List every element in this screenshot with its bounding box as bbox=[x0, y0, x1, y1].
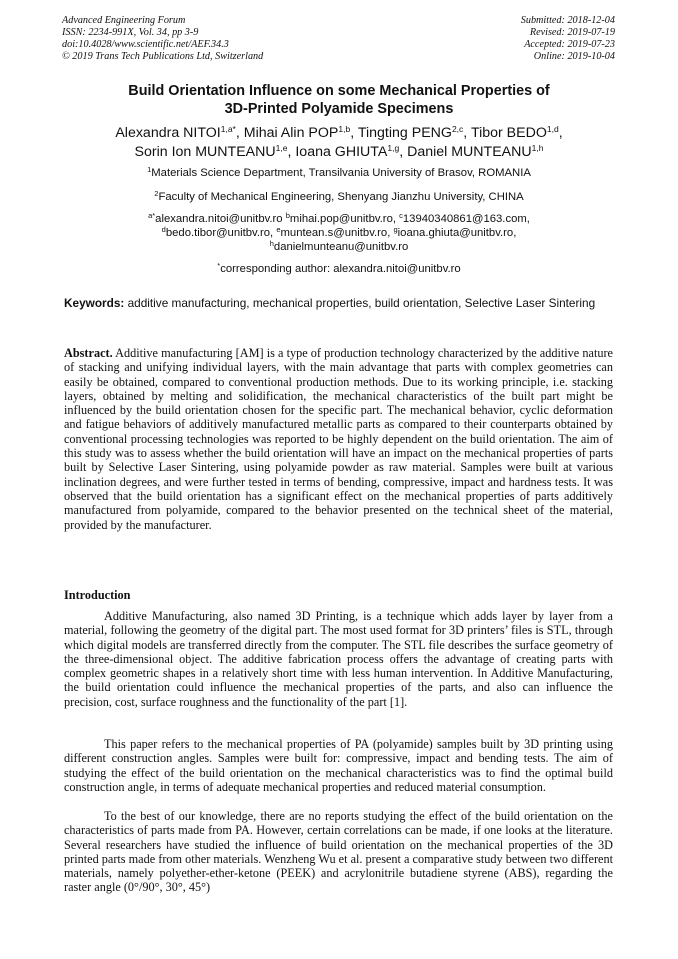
author-affiliation-sup: 2,c bbox=[451, 124, 464, 134]
author-list bbox=[40, 124, 638, 162]
author-name: Ioana GHIUTA bbox=[295, 144, 388, 160]
email-link[interactable]: alexandra.nitoi@unitbv.ro bbox=[155, 213, 286, 225]
author-affiliation-sup: 1,a* bbox=[220, 124, 236, 134]
email-line-2 bbox=[40, 226, 638, 240]
email-link[interactable]: muntean.s@unitbv.ro, bbox=[280, 227, 394, 239]
email-sup: c bbox=[399, 211, 403, 220]
abstract bbox=[64, 346, 613, 532]
author-affiliation-sup: 1,e bbox=[275, 143, 288, 153]
email-link[interactable]: danielmunteanu@unitbv.ro bbox=[273, 241, 409, 253]
issn-line: ISSN: 2234-991X, Vol. 34, pp 3-9 bbox=[62, 27, 199, 38]
author-line-1 bbox=[40, 124, 638, 143]
corresponding-sup: * bbox=[217, 261, 221, 270]
keywords-label: Keywords: bbox=[64, 296, 125, 310]
author-separator: , bbox=[235, 125, 244, 141]
section-heading-introduction: Introduction bbox=[64, 588, 131, 602]
email-list bbox=[40, 212, 638, 254]
author-name: Sorin Ion MUNTEANU bbox=[134, 144, 276, 160]
email-line-1 bbox=[40, 212, 638, 226]
email-sup: e bbox=[276, 225, 281, 234]
intro-paragraph-2: This paper refers to the mechanical properties of PA (polyamide) samples built by 3D printing using different construction angles. Samples were built for: compressive, impact and bending tests. The aim of studying the effect of the build orientation on the mechanical characteristics was to find the optimal build construction angle, in terms of adequate mechanical properties and reduced material consumption. bbox=[64, 737, 613, 794]
revised-date: Revised: 2019-07-19 bbox=[529, 27, 615, 38]
author-name: Daniel MUNTEANU bbox=[407, 144, 532, 160]
affiliation-number: 1 bbox=[147, 165, 152, 174]
email-sup: g bbox=[393, 225, 398, 234]
author-affiliation-sup: 1,b bbox=[338, 124, 351, 134]
email-sup: a* bbox=[148, 211, 156, 220]
affiliation-2 bbox=[40, 190, 638, 204]
journal-name: Advanced Engineering Forum bbox=[62, 15, 186, 26]
author-affiliation-sup: 1,d bbox=[546, 124, 559, 134]
email-link[interactable]: ioana.ghiuta@unitbv.ro, bbox=[397, 227, 517, 239]
author-affiliation-sup: 1,h bbox=[531, 143, 544, 153]
affiliation-1 bbox=[40, 166, 638, 180]
author-name: Tibor BEDO bbox=[470, 125, 547, 141]
journal-header-right bbox=[521, 15, 615, 63]
author-name: Mihai Alin POP bbox=[243, 125, 339, 141]
accepted-date: Accepted: 2019-07-23 bbox=[524, 39, 615, 50]
intro-paragraph-1: Additive Manufacturing, also named 3D Printing, is a technique which adds layer by layer from a material, following the geometry of the digital part. The most used format for 3D printers’ files is STL, through which digital models are transferred directly from the computer. The STL file describes the surface geometry of the three-dimensional object. The additive fabrication process offers the advantage of creating parts with complex geometric shapes in a relatively short time with less human intervention. In Additive Manufacturing, the build orientation could influence the mechanical properties of the parts, and also can influence the precision, cost, surface roughness and the functionality of the part [1]. bbox=[64, 609, 613, 709]
keywords bbox=[64, 296, 613, 311]
keywords-text: additive manufacturing, mechanical properties, build orientation, Selective Laser Sintering bbox=[124, 296, 596, 310]
abstract-text: Additive manufacturing [AM] is a type of production technology characterized by the additive nature of stacking and unifying individual layers, with the main advantage that parts with complex geometries can easily be obtained, compared to conventional production methods. Due to its working principle, i.e. stacking layers, obtained by melting and solidification, the mechanical characteristics of the built part might be influenced by the build orientation chosen for the specific part. The mechanical behavior, cyclic deformation and fatigue behaviors of additively manufactured metallic parts as compared to their counterparts obtained by conventional processing technologies was reported to be highly dependent on the build orientation. The aim of this study was to assess whether the build orientation will have an impact on the mechanical properties of parts built by Selective Laser Sintering, using polyamide powder as raw material. Samples were built at various inclination degrees, and were further tested in terms of bending, compressive, impact and hardness tests. It was observed that the build orientation has a significant effect on the mechanical properties of parts additively manufactured from polyamide, compared to the behavior presented on the technical sheet of the material, provided by the manufacturer. bbox=[64, 346, 613, 532]
affiliation-number: 2 bbox=[154, 189, 159, 198]
submitted-date: Submitted: 2018-12-04 bbox=[520, 15, 615, 26]
author-affiliation-sup: 1,g bbox=[387, 143, 400, 153]
intro-paragraph-3: To the best of our knowledge, there are no reports studying the effect of the build orientation on the characteristics of parts made from PA. However, certain correlations can be made, if one looks at the literature. Several researchers have studied the influence of build orientation on the mechanical properties of the 3D printed parts made from other materials. Wenzheng Wu et al. present a comparative study between two different materials, namely polyether-ether-ketone (PEEK) and acrylonitrile butadiene styrene (ABS), regarding the raster angle (0°/90°, 30°, 45°) bbox=[64, 809, 613, 895]
author-name: Alexandra NITOI bbox=[115, 125, 221, 141]
author-separator: , bbox=[463, 125, 471, 141]
journal-header-left bbox=[62, 15, 263, 63]
author-line-2 bbox=[40, 143, 638, 162]
email-sup: b bbox=[285, 211, 290, 220]
author-separator: , bbox=[287, 144, 296, 160]
email-sup: d bbox=[161, 225, 166, 234]
title-line-1: Build Orientation Influence on some Mechanical Properties of bbox=[128, 83, 550, 99]
corresponding-text: corresponding author: alexandra.nitoi@unitbv.ro bbox=[220, 263, 461, 275]
paper-title bbox=[40, 82, 638, 118]
email-line-3 bbox=[40, 240, 638, 254]
author-separator: , bbox=[350, 125, 358, 141]
abstract-label: Abstract. bbox=[64, 346, 113, 360]
author-separator: , bbox=[399, 144, 408, 160]
affiliation-text: Faculty of Mechanical Engineering, Shenyang Jianzhu University, CHINA bbox=[158, 191, 524, 203]
author-name: Tingting PENG bbox=[357, 125, 452, 141]
online-date: Online: 2019-10-04 bbox=[533, 51, 615, 62]
doi-line: doi:10.4028/www.scientific.net/AEF.34.3 bbox=[62, 39, 229, 50]
copyright-line: © 2019 Trans Tech Publications Ltd, Switzerland bbox=[62, 51, 264, 62]
email-link[interactable]: 13940340861@163.com, bbox=[402, 213, 530, 225]
title-line-2: 3D-Printed Polyamide Specimens bbox=[224, 101, 454, 117]
author-separator: , bbox=[558, 125, 563, 141]
email-sup: h bbox=[269, 239, 274, 248]
email-link[interactable]: mihai.pop@unitbv.ro, bbox=[289, 213, 400, 225]
corresponding-author bbox=[40, 262, 638, 276]
affiliation-text: Materials Science Department, Transilvania University of Brasov, ROMANIA bbox=[151, 167, 531, 179]
email-link[interactable]: bedo.tibor@unitbv.ro, bbox=[165, 227, 277, 239]
